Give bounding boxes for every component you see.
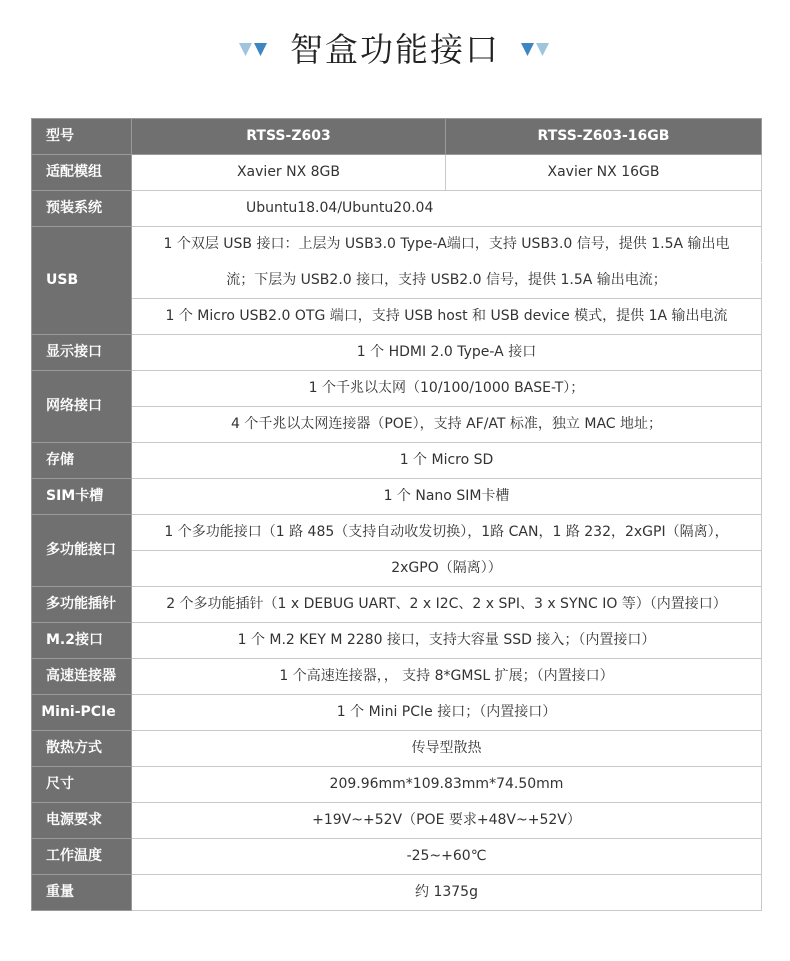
cell-value: +19V~+52V（POE 要求+48V~+52V） bbox=[132, 803, 762, 839]
cell-value: 流；下层为 USB2.0 接口，支持 USB2.0 信号，提供 1.5A 输出电流； bbox=[132, 263, 762, 299]
row-label: 存储 bbox=[32, 443, 132, 479]
row-label: 多功能接口 bbox=[32, 515, 132, 587]
cell-value: 1 个 Mini PCIe 接口；（内置接口） bbox=[132, 695, 762, 731]
cell-value: 1 个 Micro SD bbox=[132, 443, 762, 479]
table-row bbox=[32, 515, 762, 551]
table-row bbox=[32, 839, 762, 875]
row-label: 高速连接器 bbox=[32, 659, 132, 695]
row-label: M.2接口 bbox=[32, 623, 132, 659]
row-label: 型号 bbox=[32, 119, 132, 155]
cell-value: 1 个 HDMI 2.0 Type-A 接口 bbox=[132, 335, 762, 371]
row-label: 网络接口 bbox=[32, 371, 132, 443]
cell-value: 1 个 Nano SIM卡槽 bbox=[132, 479, 762, 515]
table-row bbox=[32, 263, 762, 299]
table-row bbox=[32, 155, 762, 191]
cell-value: 4 个千兆以太网连接器（POE），支持 AF/AT 标准，独立 MAC 地址； bbox=[132, 407, 762, 443]
cell-value: 传导型散热 bbox=[132, 731, 762, 767]
row-label: 适配模组 bbox=[32, 155, 132, 191]
table-row bbox=[32, 803, 762, 839]
table-row bbox=[32, 551, 762, 587]
table-row bbox=[32, 695, 762, 731]
column-header-model-b: RTSS-Z603-16GB bbox=[446, 119, 762, 155]
table-row bbox=[32, 407, 762, 443]
table-row bbox=[32, 191, 762, 227]
cell-value: 2 个多功能插针（1 x DEBUG UART、2 x I2C、2 x SPI、3 x SYNC IO 等）（内置接口） bbox=[132, 587, 762, 623]
cell-value: 1 个多功能接口（1 路 485（支持自动收发切换），1路 CAN，1 路 232，2xGPI（隔离）， bbox=[132, 515, 762, 551]
cell-value: 约 1375g bbox=[132, 875, 762, 911]
table-row bbox=[32, 299, 762, 335]
cell-value: Xavier NX 8GB bbox=[132, 155, 446, 191]
row-label: 尺寸 bbox=[32, 767, 132, 803]
page-header bbox=[0, 0, 790, 100]
row-label: 多功能插针 bbox=[32, 587, 132, 623]
row-label: 显示接口 bbox=[32, 335, 132, 371]
table-row bbox=[32, 335, 762, 371]
table-row bbox=[32, 767, 762, 803]
row-label: 预装系统 bbox=[32, 191, 132, 227]
cell-value: 1 个千兆以太网（10/100/1000 BASE-T）； bbox=[132, 371, 762, 407]
page-title: 智盒功能接口 bbox=[290, 30, 500, 69]
table-row bbox=[32, 371, 762, 407]
table-row bbox=[32, 227, 762, 263]
row-label: 重量 bbox=[32, 875, 132, 911]
table-row bbox=[32, 587, 762, 623]
table-row bbox=[32, 731, 762, 767]
cell-value: 1 个 Micro USB2.0 OTG 端口，支持 USB host 和 USB device 模式，提供 1A 输出电流 bbox=[132, 299, 762, 335]
cell-value: 1 个 M.2 KEY M 2280 接口，支持大容量 SSD 接入；（内置接口） bbox=[132, 623, 762, 659]
row-label: Mini-PCIe bbox=[32, 695, 132, 731]
cell-value: Xavier NX 16GB bbox=[446, 155, 762, 191]
row-label: 工作温度 bbox=[32, 839, 132, 875]
cell-value: 209.96mm*109.83mm*74.50mm bbox=[132, 767, 762, 803]
table-row bbox=[32, 479, 762, 515]
table-row bbox=[32, 443, 762, 479]
spec-table bbox=[31, 118, 762, 911]
table-row bbox=[32, 659, 762, 695]
cell-value: -25~+60℃ bbox=[132, 839, 762, 875]
table-row bbox=[32, 875, 762, 911]
row-label: USB bbox=[32, 227, 132, 335]
table-row bbox=[32, 623, 762, 659]
triangle-decor-right-icon bbox=[521, 42, 551, 58]
row-label: 散热方式 bbox=[32, 731, 132, 767]
cell-value: Ubuntu18.04/Ubuntu20.04 bbox=[132, 191, 762, 227]
row-label: 电源要求 bbox=[32, 803, 132, 839]
cell-value: 1 个高速连接器，， 支持 8*GMSL 扩展；（内置接口） bbox=[132, 659, 762, 695]
row-label: SIM卡槽 bbox=[32, 479, 132, 515]
cell-value: 2xGPO（隔离）） bbox=[132, 551, 762, 587]
cell-value: 1 个双层 USB 接口：上层为 USB3.0 Type-A端口，支持 USB3.0 信号，提供 1.5A 输出电 bbox=[132, 227, 762, 263]
column-header-model-a: RTSS-Z603 bbox=[132, 119, 446, 155]
table-header-row bbox=[32, 119, 762, 155]
